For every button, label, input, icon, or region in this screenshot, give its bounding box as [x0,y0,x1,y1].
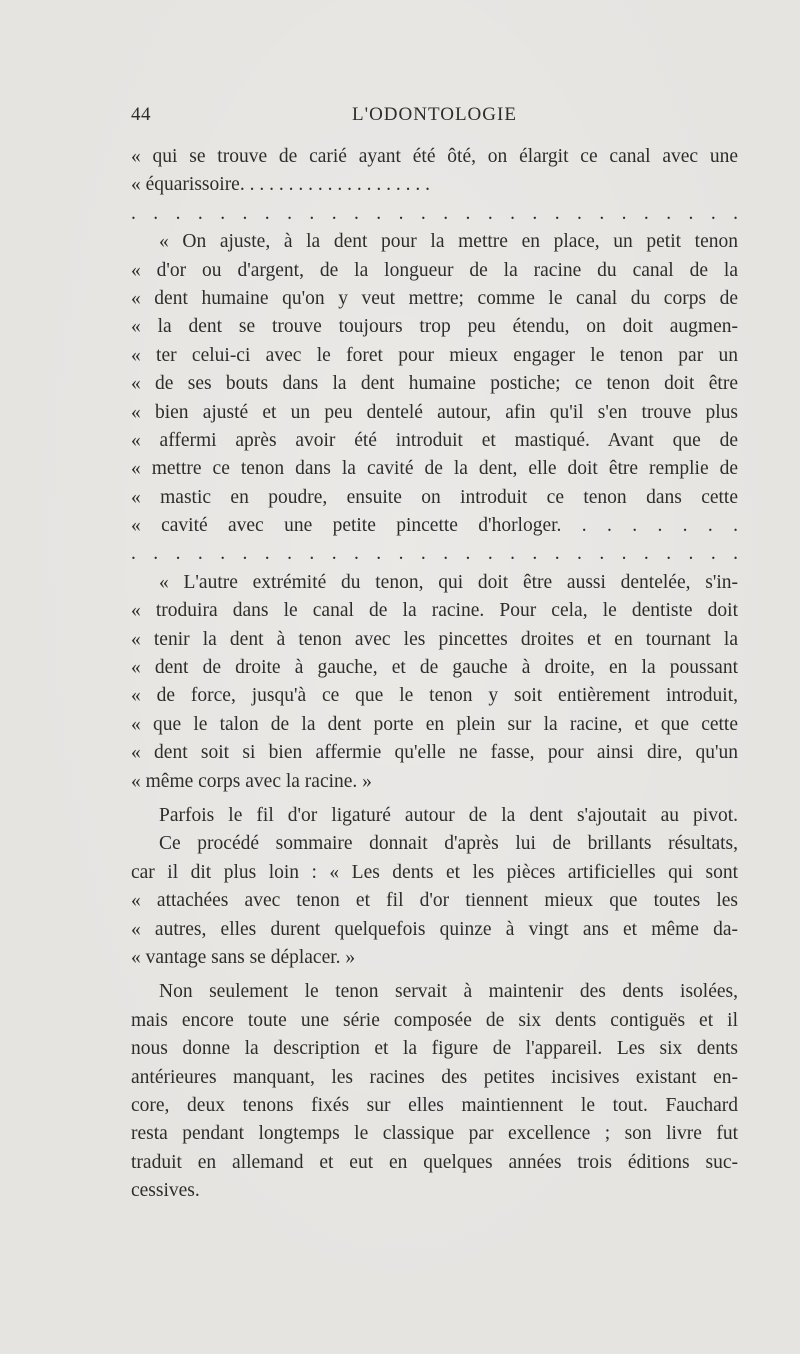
text-line: « équarissoire. . . . . . . . . . . . . . . . . . . . [131,174,430,196]
page-header [131,104,738,132]
text-line: core, deux tenons fixés sur elles maintiennent le tout. Fauchard [131,1094,738,1116]
text-line: « bien ajusté et un peu dentelé autour, afin qu'il s'en trouve plus [131,401,738,423]
ellipsis-line: . . . . . . . . . . . . . . . . . . . . . . . . . . . . [131,543,738,565]
text-line: « d'or ou d'argent, de la longueur de la racine du canal de la [131,259,738,281]
text-line: antérieures manquant, les racines des petites incisives existant en- [131,1066,738,1088]
text-line: Non seulement le tenon servait à maintenir des dents isolées, [159,981,738,1003]
text-line: « autres, elles durent quelquefois quinze à vingt ans et même da- [131,918,738,940]
text-line: « cavité avec une petite pincette d'horloger. . . . . . . . [131,515,738,537]
text-line: Ce procédé sommaire donnait d'après lui de brillants résultats, [159,833,738,855]
text-line: « dent de droite à gauche, et de gauche à droite, en la poussant [131,657,738,679]
text-line: resta pendant longtemps le classique par excellence ; son livre fut [131,1123,738,1145]
text-line: « mastic en poudre, ensuite on introduit ce tenon dans cette [131,486,738,508]
text-line: « ter celui-ci avec le foret pour mieux engager le tenon par un [131,344,738,366]
text-line: « de ses bouts dans la dent humaine postiche; ce tenon doit être [131,373,738,395]
text-line: « de force, jusqu'à ce que le tenon y soit entièrement introduit, [131,685,738,707]
text-line: « mettre ce tenon dans la cavité de la dent, elle doit être remplie de [131,458,738,480]
running-title: L'ODONTOLOGIE [352,104,517,125]
text-line: Parfois le fil d'or ligaturé autour de la dent s'ajoutait au pivot. [159,804,738,826]
text-line: « la dent se trouve toujours trop peu étendu, on doit augmen- [131,316,738,338]
text-line: « dent soit si bien affermie qu'elle ne fasse, pour ainsi dire, qu'un [131,742,738,764]
text-line: traduit en allemand et eut en quelques années trois éditions suc- [131,1151,738,1173]
page-number: 44 [131,104,151,125]
text-line: « qui se trouve de carié ayant été ôté, on élargit ce canal avec une [131,146,738,167]
text-line: « L'autre extrémité du tenon, qui doit être aussi dentelée, s'in- [159,571,738,593]
text-line: « tenir la dent à tenon avec les pincettes droites et en tournant la [131,628,738,650]
text-line: « affermi après avoir été introduit et mastiqué. Avant que de [131,429,738,451]
text-line: « On ajuste, à la dent pour la mettre en place, un petit tenon [159,231,738,253]
ellipsis-line: . . . . . . . . . . . . . . . . . . . . . . . . . . . . [131,202,738,224]
text-line: « vantage sans se déplacer. » [131,946,356,968]
text-line: cessives. [131,1180,200,1202]
text-line: « dent humaine qu'on y veut mettre; comme le canal du corps de [131,287,738,309]
text-line: « que le talon de la dent porte en plein sur la racine, et que cette [131,713,738,735]
body-text [131,143,738,1205]
text-line: nous donne la description et la figure de l'appareil. Les six dents [131,1038,738,1060]
text-line: mais encore toute une série composée de six dents contiguës et il [131,1009,738,1031]
text-line: « même corps avec la racine. » [131,770,372,792]
text-line: car il dit plus loin : « Les dents et les pièces artificielles qui sont [131,861,738,883]
text-line: « troduira dans le canal de la racine. Pour cela, le dentiste doit [131,600,738,622]
text-line: « attachées avec tenon et fil d'or tiennent mieux que toutes les [131,890,738,912]
